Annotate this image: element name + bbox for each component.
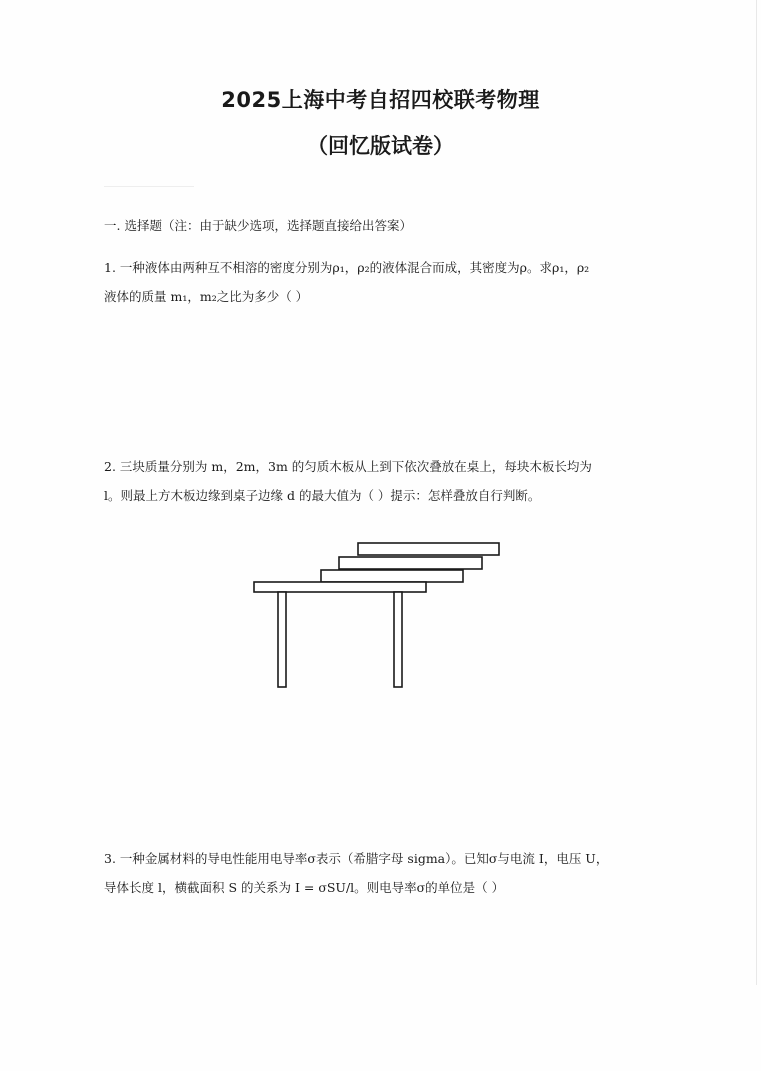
middle-board xyxy=(339,557,482,569)
table-leg-left xyxy=(278,592,286,687)
scan-artifact xyxy=(104,186,194,187)
question-1-line-1: 1. 一种液体由两种互不相溶的密度分别为ρ₁，ρ₂的液体混合而成，其密度为ρ。求ρ₁，ρ₂ xyxy=(104,260,590,275)
page-subtitle: （回忆版试卷） xyxy=(307,134,454,158)
stacked-boards-figure xyxy=(250,540,504,690)
top-board xyxy=(358,543,499,555)
table-top xyxy=(254,582,426,592)
table-leg-right xyxy=(394,592,402,687)
scan-edge xyxy=(756,0,757,985)
page-title: 2025上海中考自招四校联考物理 xyxy=(221,88,540,112)
question-3-line-2: 导体长度 l，横截面积 S 的关系为 I = σSU/l。则电导率σ的单位是（ ） xyxy=(104,880,505,895)
section-heading: 一. 选择题（注：由于缺少选项，选择题直接给出答案） xyxy=(104,218,412,233)
question-2-line-2: l。则最上方木板边缘到桌子边缘 d 的最大值为（ ）提示：怎样叠放自行判断。 xyxy=(104,488,541,503)
bottom-board xyxy=(321,570,463,582)
question-2-line-1: 2. 三块质量分别为 m，2m，3m 的匀质木板从上到下依次叠放在桌上，每块木板长均为 xyxy=(104,459,592,474)
question-1-line-2: 液体的质量 m₁，m₂之比为多少（ ） xyxy=(104,289,309,304)
question-3-line-1: 3. 一种金属材料的导电性能用电导率σ表示（希腊字母 sigma）。已知σ与电流 I，电压 U， xyxy=(104,851,609,866)
